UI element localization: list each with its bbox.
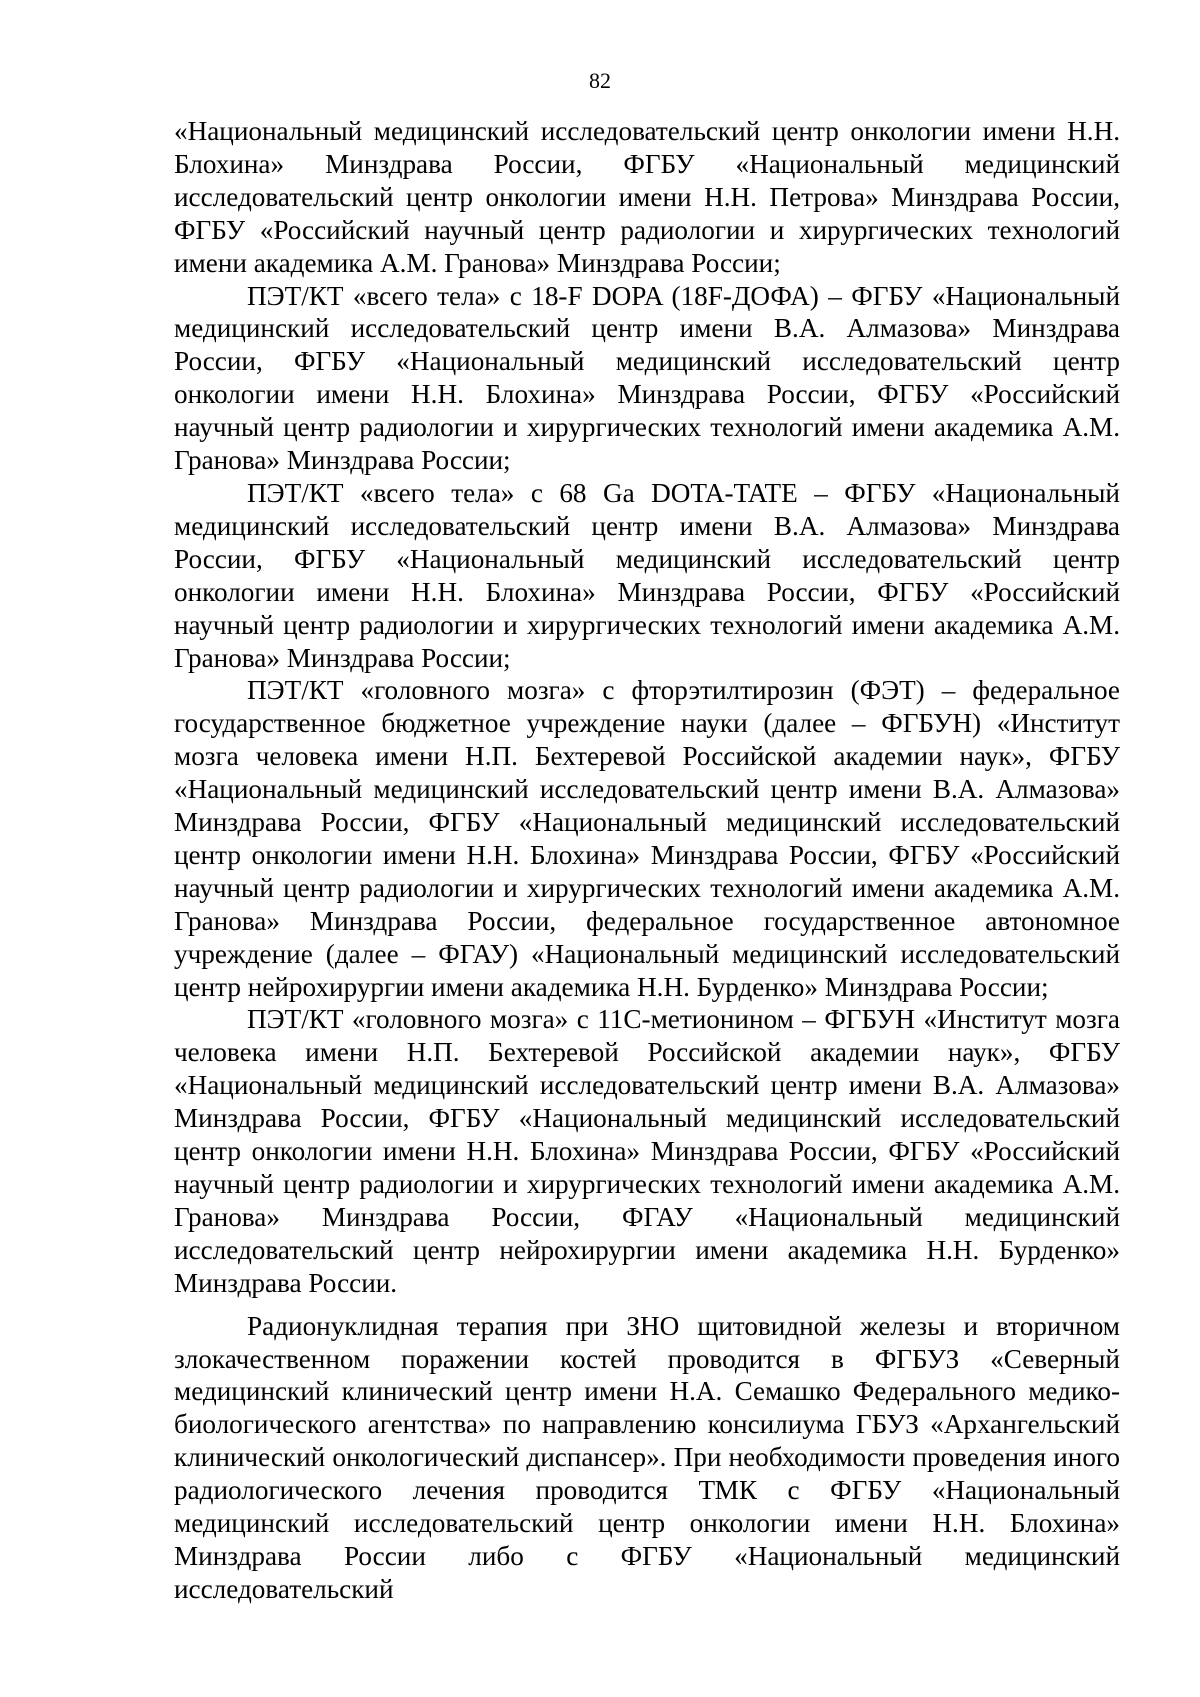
document-body <box>174 115 1120 1606</box>
paragraph-pet-ct-methionine: ПЭТ/КТ «головного мозга» с 11С-метионином – ФГБУН «Институт мозга человека имени Н.П. Бехтеревой Российской академии наук», ФГБУ «Национальный медицинский исследовательский центр имени В.А. Алмазова» Минздрава России, ФГБУ «Национальный медицинский исследовательский центр онкологии имени Н.Н. Блохина» Минздрава России, ФГБУ «Российский научный центр радиологии и хирургических технологий имени академика А.М. Гранова» Минздрава России, ФГАУ «Национальный медицинский исследовательский центр нейрохирургии имени академика Н.Н. Бурденко» Минздрава России. <box>174 1004 1120 1298</box>
paragraph-radionuclide-therapy: Радионуклидная терапия при ЗНО щитовидной железы и вторичном злокачественном поражении костей проводится в ФГБУЗ «Северный медицинский клинический центр имени Н.А. Семашко Федерального медико-биологического агентства» по направлению консилиума ГБУЗ «Архангельский клинический онкологический диспансер». При необходимости проведения иного радиологического лечения проводится ТМК с ФГБУ «Национальный медицинский исследовательский центр онкологии имени Н.Н. Блохина» Минздрава России либо с ФГБУ «Национальный медицинский исследовательский <box>174 1310 1120 1604</box>
paragraph-continuation: «Национальный медицинский исследовательский центр онкологии имени Н.Н. Блохина» Минздрава России, ФГБУ «Национальный медицинский исследовательский центр онкологии имени Н.Н. Петрова» Минздрава России, ФГБУ «Российский научный центр радиологии и хирургических технологий имени академика А.М. Гранова» Минздрава России; <box>174 116 1120 278</box>
paragraph-pet-ct-fet: ПЭТ/КТ «головного мозга» с фторэтилтирозин (ФЭТ) – федеральное государственное бюджетное учреждение науки (далее – ФГБУН) «Институт мозга человека имени Н.П. Бехтеревой Российской академии наук», ФГБУ «Национальный медицинский исследовательский центр имени В.А. Алмазова» Минздрава России, ФГБУ «Национальный медицинский исследовательский центр онкологии имени Н.Н. Блохина» Минздрава России, ФГБУ «Российский научный центр радиологии и хирургических технологий имени академика А.М. Гранова» Минздрава России, федеральное государственное автономное учреждение (далее – ФГАУ) «Национальный медицинский исследовательский центр нейрохирургии имени академика Н.Н. Бурденко» Минздрава России; <box>174 675 1120 1002</box>
paragraph-pet-ct-dopa: ПЭТ/КТ «всего тела» с 18-F DOPA (18F-ДОФА) – ФГБУ «Национальный медицинский исследовательский центр имени В.А. Алмазова» Минздрава России, ФГБУ «Национальный медицинский исследовательский центр онкологии имени Н.Н. Блохина» Минздрава России, ФГБУ «Российский научный центр радиологии и хирургических технологий имени академика А.М. Гранова» Минздрава России; <box>174 280 1120 476</box>
page-number: 82 <box>589 68 611 93</box>
paragraph-pet-ct-dotatate: ПЭТ/КТ «всего тела» с 68 Ga DOTA-TATE – ФГБУ «Национальный медицинский исследовательский центр имени В.А. Алмазова» Минздрава России, ФГБУ «Национальный медицинский исследовательский центр онкологии имени Н.Н. Блохина» Минздрава России, ФГБУ «Российский научный центр радиологии и хирургических технологий имени академика А.М. Гранова» Минздрава России; <box>174 477 1120 673</box>
